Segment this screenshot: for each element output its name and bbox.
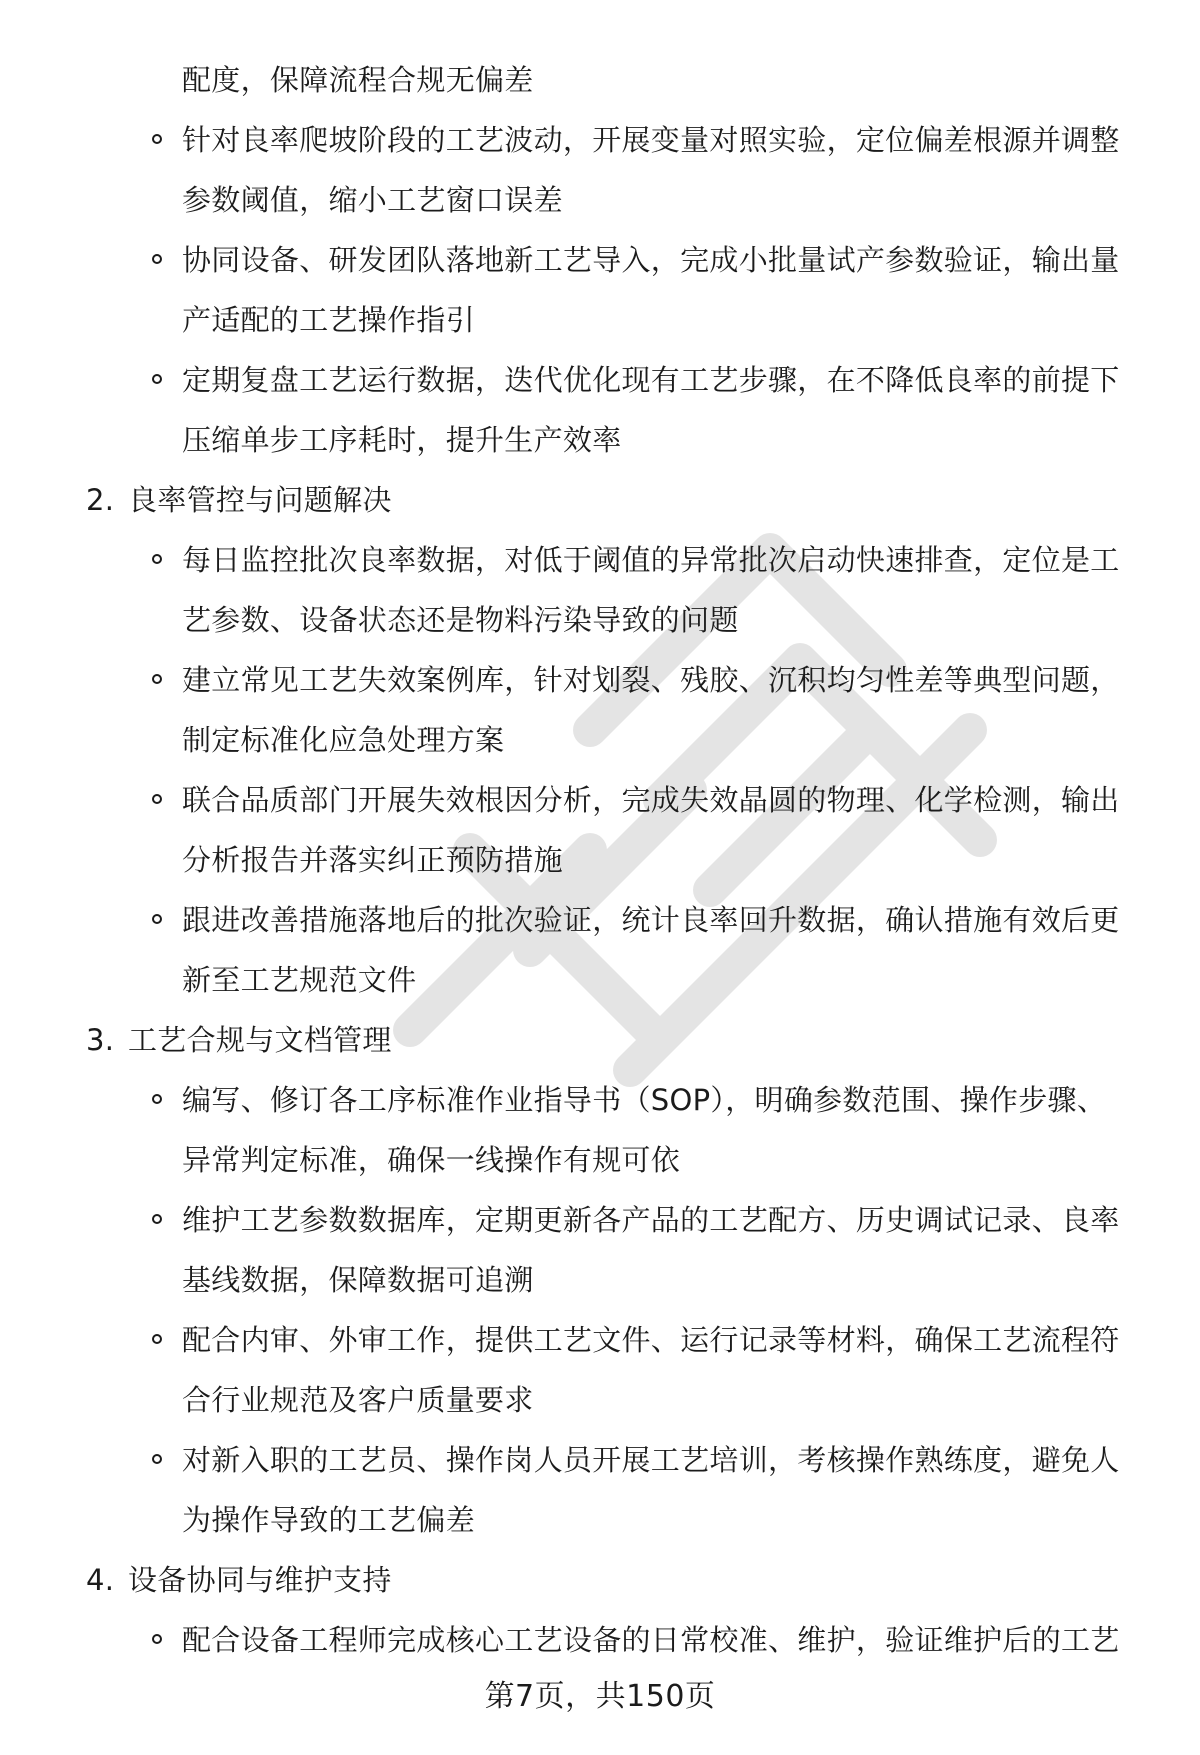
list-item: 联合品质部门开展失效根因分析，完成失效晶圆的物理、化学检测，输出 [0,770,1138,830]
list-item: 协同设备、研发团队落地新工艺导入，完成小批量试产参数验证，输出量 [0,230,1138,290]
list-item-continuation: 异常判定标准，确保一线操作有规可依 [182,1143,681,1177]
circle-bullet-icon [152,1334,162,1344]
page-number: 第7页，共150页 [484,1679,716,1714]
list-item: 跟进改善措施落地后的批次验证，统计良率回升数据，确认措施有效后更 [0,890,1138,950]
circle-bullet-icon [152,374,162,384]
list-item-continuation: 制定标准化应急处理方案 [182,723,505,757]
list-item: 针对良率爬坡阶段的工艺波动，开展变量对照实验，定位偏差根源并调整 [0,110,1138,170]
section-heading: 3. 工艺合规与文档管理 [0,1010,1200,1070]
circle-bullet-icon [152,1094,162,1104]
circle-bullet-icon [152,134,162,144]
list-item-continuation: 产适配的工艺操作指引 [182,303,476,337]
list-item: 维护工艺参数数据库，定期更新各产品的工艺配方、历史调试记录、良率 [0,1190,1138,1250]
list-item-continuation: 参数阈值，缩小工艺窗口误差 [182,183,563,217]
circle-bullet-icon [152,794,162,804]
list-item: 建立常见工艺失效案例库，针对划裂、残胶、沉积均匀性差等典型问题， [0,650,1138,710]
list-item: 配合内审、外审工作，提供工艺文件、运行记录等材料，确保工艺流程符 [0,1310,1138,1370]
section-number: 2. [86,483,115,517]
list-item-continuation: 分析报告并落实纠正预防措施 [182,843,563,877]
circle-bullet-icon [152,1634,162,1644]
list-item-continuation: 基线数据，保障数据可追溯 [182,1263,534,1297]
circle-bullet-icon [152,674,162,684]
list-item-continuation: 新至工艺规范文件 [182,963,417,997]
section-number: 4. [86,1563,115,1597]
list-item: 配合设备工程师完成核心工艺设备的日常校准、维护，验证维护后的工艺 [0,1610,1138,1670]
circle-bullet-icon [152,1214,162,1224]
list-item-continuation: 合行业规范及客户质量要求 [182,1383,534,1417]
list-item: 编写、修订各工序标准作业指导书（SOP），明确参数范围、操作步骤、 [0,1070,1138,1130]
list-item: 每日监控批次良率数据，对低于阈值的异常批次启动快速排查，定位是工 [0,530,1138,590]
list-item-continuation: 艺参数、设备状态还是物料污染导致的问题 [182,603,739,637]
circle-bullet-icon [152,254,162,264]
list-item-continuation: 配度，保障流程合规无偏差 [182,63,534,97]
list-item: 对新入职的工艺员、操作岗人员开展工艺培训，考核操作熟练度，避免人 [0,1430,1138,1490]
list-item-continuation: 为操作导致的工艺偏差 [182,1503,476,1537]
list-item-continuation: 压缩单步工序耗时，提升生产效率 [182,423,622,457]
section-heading: 4. 设备协同与维护支持 [0,1550,1200,1610]
section-heading: 2. 良率管控与问题解决 [0,470,1200,530]
circle-bullet-icon [152,914,162,924]
section-number: 3. [86,1023,115,1057]
circle-bullet-icon [152,1454,162,1464]
list-item: 定期复盘工艺运行数据，迭代优化现有工艺步骤，在不降低良率的前提下 [0,350,1138,410]
circle-bullet-icon [152,554,162,564]
document-body [0,50,1200,1670]
